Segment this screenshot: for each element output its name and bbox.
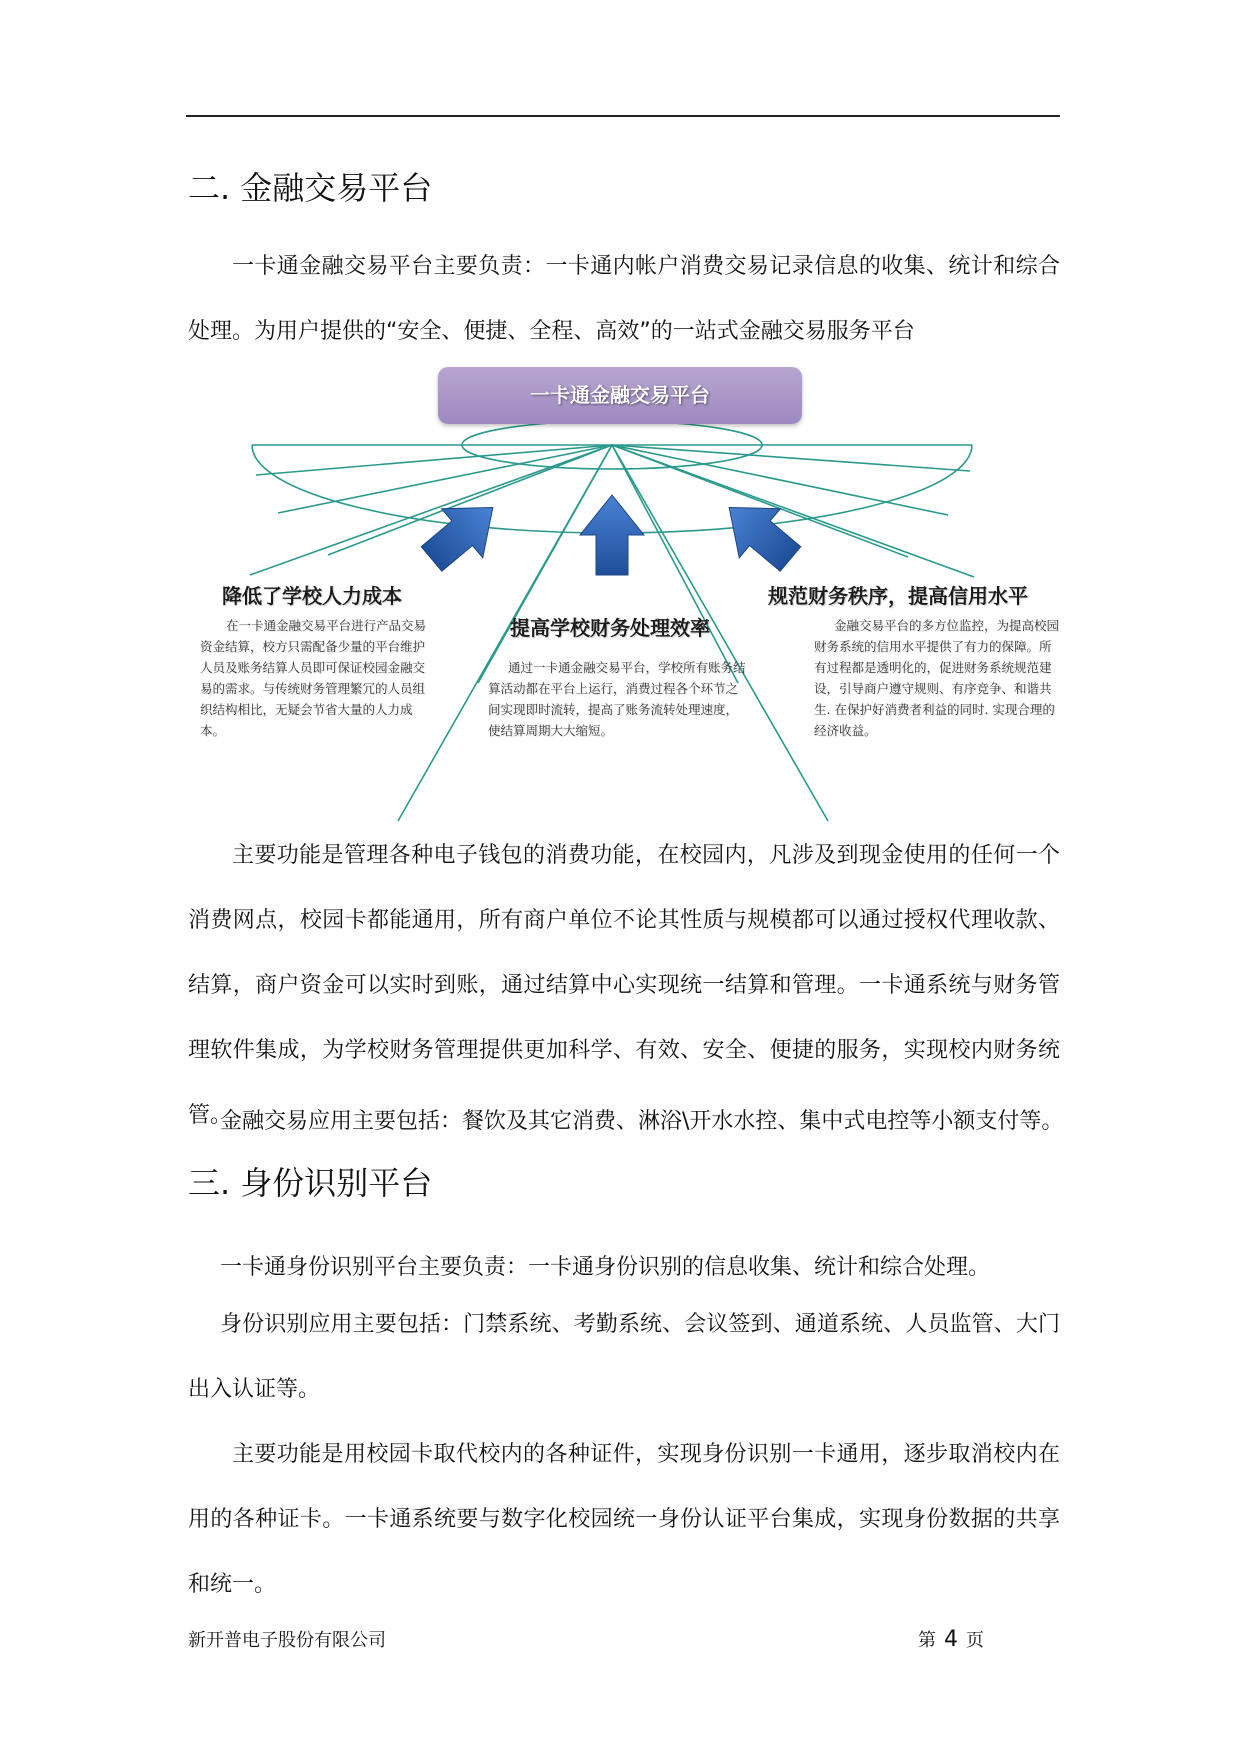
finance-function-paragraph: 主要功能是管理各种电子钱包的消费功能，在校园内，凡涉及到现金使用的任何一个消费网点，校园卡都能通用，所有商户单位不论其性质与规模都可以通过授权代理收款、结算，商户资金可以实时到账，通过结算中心实现统一结算和管理。一卡通系统与财务管理软件集成，为学校财务管理提供更加科学、有效、安全、便捷的服务，实现校内财务统管。 (188, 843, 1060, 1128)
footer-company: 新开普电子股份有限公司 (188, 1630, 386, 1651)
section-number: 三. (188, 1164, 231, 1202)
arrow-up-center-icon (580, 495, 644, 575)
identity-function-paragraph: 主要功能是用校园卡取代校内的各种证件，实现身份识别一卡通用，逐步取消校内在用的各种证卡。一卡通系统要与数字化校园统一身份认证平台集成，实现身份数据的共享和统一。 (188, 1442, 1060, 1597)
section-title: 金融交易平台 (240, 169, 433, 207)
finance-apps-paragraph: 金融交易应用主要包括：餐饮及其它消费、淋浴\开水水控、集中式电控等小额支付等。 (220, 1109, 1064, 1134)
section-heading-identity (188, 1158, 432, 1204)
page-prefix: 第 (918, 1630, 936, 1651)
section-number: 二. (188, 169, 231, 207)
identity-apps-paragraph: 身份识别应用主要包括：门禁系统、考勤系统、会议签到、通道系统、人员监管、大门出入认证等。 (188, 1312, 1060, 1402)
page-number: 4 (944, 1627, 958, 1652)
finance-intro-paragraph: 一卡通金融交易平台主要负责：一卡通内帐户消费交易记录信息的收集、统计和综合处理。为用户提供的“安全、便捷、全程、高效”的一站式金融交易服务平台 (188, 254, 1060, 344)
finance-platform-diagram (200, 365, 1060, 825)
diagram-title-box (438, 367, 802, 424)
diagram-title: 一卡通金融交易平台 (530, 383, 710, 407)
diagram-left-text: 在一卡通金融交易平台进行产品交易资金结算，校方只需配备少量的平台维护人员及账务结算人员即可保证校园金融交易的需求。与传统财务管理繁冗的人员组织结构相比，无疑会节省大量的人力成本。 (200, 618, 427, 738)
diagram-center-text: 通过一卡通金融交易平台，学校所有账务结算活动都在平台上运行，消费过程各个环节之间实现即时流转，提高了账务流转处理速度，使结算周期大大缩短。 (488, 660, 746, 738)
diagram-center-title: 提高学校财务处理效率 (510, 616, 710, 640)
footer-page-number (918, 1626, 984, 1652)
header-rule (186, 115, 1060, 117)
page-suffix: 页 (966, 1630, 984, 1651)
diagram-right-text: 金融交易平台的多方位监控，为提高校园财务系统的信用水平提供了有力的保障。所有过程都是透明化的，促进财务系统规范建设，引导商户遵守规则、有序竞争、和谐共生. 在保护好消费者利益的同时. 实现合理的经济收益。 (814, 618, 1060, 738)
section-title: 身份识别平台 (240, 1164, 433, 1202)
diagram-right-title: 规范财务秩序，提高信用水平 (768, 584, 1028, 608)
diagram-left-title: 降低了学校人力成本 (222, 584, 402, 608)
identity-intro-paragraph: 一卡通身份识别平台主要负责：一卡通身份识别的信息收集、统计和综合处理。 (220, 1255, 991, 1280)
section-heading-finance (188, 163, 432, 209)
